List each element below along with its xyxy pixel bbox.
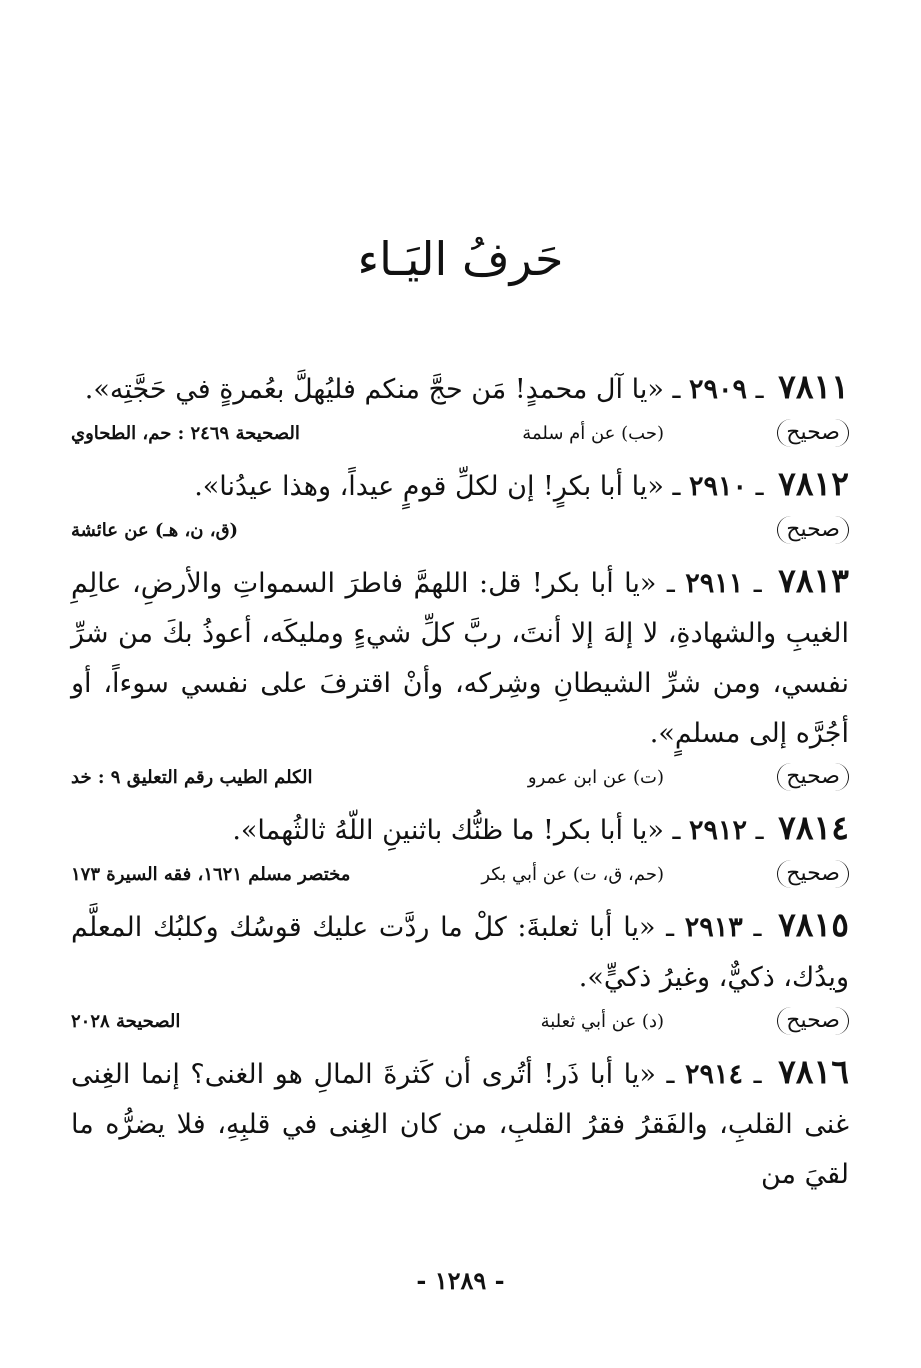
source-citation: (ت) عن ابن عمرو (527, 767, 664, 788)
hadith-number: ٧٨١٢ (778, 464, 849, 503)
hadith-number: ٧٨١٣ (778, 561, 849, 600)
hadith-number: ٧٨١٦ (778, 1052, 849, 1091)
reference-citation: الصحيحة ٢٠٢٨ (71, 1011, 181, 1032)
hadith-number-alt: ٢٩١٢ (688, 815, 747, 846)
reference-citation: مختصر مسلم ١٦٢١، فقه السيرة ١٧٣ (71, 864, 351, 885)
source-citation: (حم، ق، ت) عن أبي بكر (481, 864, 664, 885)
hadith-entry: ٧٨١٤ ـ ٢٩١٢ ـ «يا أبا بكر! ما ظنُّك باثنينِ اللّهُ ثالثُهما». صحيح (حم، ق، ت) عن أبي بكر مختصر مسلم ١٦٢١، فقه السيرة ١٧٣ (71, 803, 849, 900)
grade-row (71, 856, 849, 900)
reference-citation: الصحيحة ٢٤٦٩ : حم، الطحاوي (71, 423, 300, 444)
grade-label: صحيح (777, 516, 849, 544)
hadith-text: «يا أبا بكر! قل: اللهمَّ فاطرَ السمواتِ والأرضِ، عالِمِ الغيبِ والشهادةِ، لا إلهَ إلا أنتَ، ربَّ كلِّ شيءٍ ومليكَه، أعوذُ بكَ من شرِّ نفسي، ومن شرِّ الشيطانِ وشِركه، وأنْ اقترفَ على نفسي سوءاً، أو أجُرَّه إلى مسلمٍ». (71, 568, 849, 749)
hadith-entry: ٧٨١٣ ـ ٢٩١١ ـ «يا أبا بكر! قل: اللهمَّ فاطرَ السمواتِ والأرضِ، عالِمِ الغيبِ والشهادةِ، لا إلهَ إلا أنتَ، ربَّ كلِّ شيءٍ ومليكَه، أعوذُ بكَ من شرِّ نفسي، ومن شرِّ الشيطانِ وشِركه، وأنْ اقترفَ على نفسي سوءاً، أو أجُرَّه إلى مسلمٍ». صحيح (ت) عن ابن عمرو الكلم الطيب رقم التعليق ٩ : خد (71, 556, 849, 803)
hadith-text: «يا أبا ثعلبةَ: كلْ ما ردَّت عليك قوسُك وكلبُك المعلَّم ويدُك، ذكيٌّ، وغيرُ ذكيٍّ». (71, 912, 849, 993)
hadith-entry: ٧٨١٥ ـ ٢٩١٣ ـ «يا أبا ثعلبةَ: كلْ ما ردَّت عليك قوسُك وكلبُك المعلَّم ويدُك، ذكيٌّ، وغيرُ ذكيٍّ». صحيح (د) عن أبي ثعلبة الصحيحة ٢٠٢٨ (71, 900, 849, 1047)
hadith-entry: ٧٨١٢ ـ ٢٩١٠ ـ «يا أبا بكرٍ! إن لكلِّ قومٍ عيداً، وهذا عيدُنا». صحيح (ق، ن، هـ) عن عائشة (71, 459, 849, 556)
reference-citation: الكلم الطيب رقم التعليق ٩ : خد (71, 767, 313, 788)
grade-label: صحيح (777, 860, 849, 888)
source-citation: (حب) عن أم سلمة (522, 423, 664, 444)
hadith-number-alt: ٢٩١٤ (685, 1059, 744, 1090)
hadith-number-alt: ٢٩١٣ (684, 912, 743, 943)
hadith-text: «يا أبا بكرٍ! إن لكلِّ قومٍ عيداً، وهذا عيدُنا». (194, 471, 664, 502)
hadith-number-alt: ٢٩٠٩ (688, 374, 747, 405)
source-citation: (د) عن أبي ثعلبة (540, 1011, 664, 1032)
grade-row (71, 512, 849, 556)
page-number: - ١٢٨٩ - (416, 1266, 505, 1295)
grade-label: صحيح (777, 1007, 849, 1035)
hadith-number-alt: ٢٩١١ (685, 568, 744, 599)
hadith-list (71, 362, 849, 1200)
grade-row (71, 759, 849, 803)
grade-label: صحيح (777, 419, 849, 447)
hadith-number: ٧٨١٤ (778, 808, 849, 847)
grade-row (71, 415, 849, 459)
grade-label: صحيح (777, 763, 849, 791)
hadith-number-alt: ٢٩١٠ (688, 471, 747, 502)
hadith-entry: ٧٨١٦ ـ ٢٩١٤ ـ «يا أبا ذَر! أتُرى أن كَثرةَ المالِ هو الغنى؟ إنما الغِنى غنى القلبِ، والفَقرُ فقرُ القلبِ، من كان الغِنى في قلبِهِ، فلا يضرُّه ما لقيَ من (71, 1052, 849, 1190)
hadith-number: ٧٨١١ (778, 367, 849, 406)
hadith-entry: ٧٨١١ ـ ٢٩٠٩ ـ «يا آل محمدٍ! مَن حجَّ منكم فليُهلَّ بعُمرةٍ في حَجَّتِه». صحيح (حب) عن أم سلمة الصحيحة ٢٤٦٩ : حم، الطحاوي (71, 362, 849, 459)
hadith-text: «يا آل محمدٍ! مَن حجَّ منكم فليُهلَّ بعُمرةٍ في حَجَّتِه». (84, 374, 664, 405)
grade-row (71, 1003, 849, 1047)
hadith-number: ٧٨١٥ (778, 905, 849, 944)
chapter-title: حَرفُ اليَـاء (357, 232, 564, 286)
source-citation: (ق، ن، هـ) عن عائشة (71, 520, 239, 541)
hadith-text: «يا أبا بكر! ما ظنُّك باثنينِ اللّهُ ثالثُهما». (232, 815, 664, 846)
hadith-text: «يا أبا ذَر! أتُرى أن كَثرةَ المالِ هو الغنى؟ إنما الغِنى غنى القلبِ، والفَقرُ فقرُ القلبِ، من كان الغِنى في قلبِهِ، فلا يضرُّه ما لقيَ من (71, 1059, 849, 1190)
